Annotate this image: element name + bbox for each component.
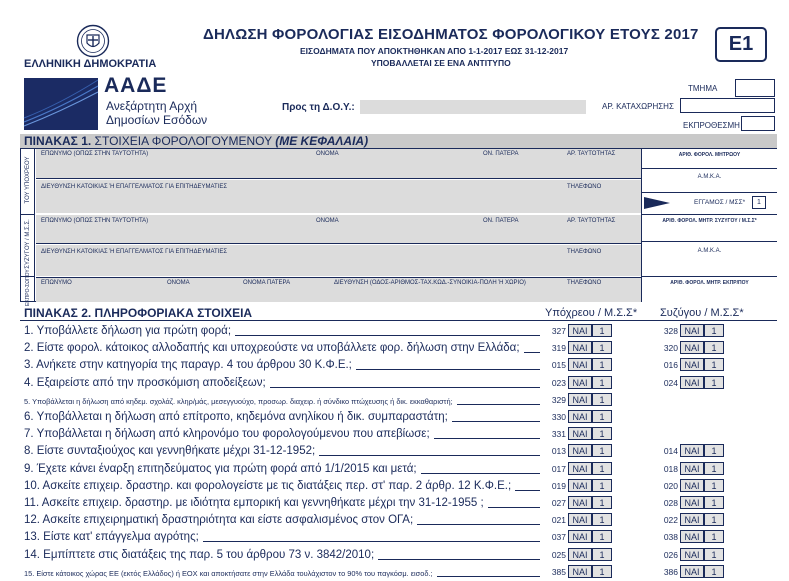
answer-line bbox=[524, 352, 540, 353]
count-box-syzygou[interactable]: 1 bbox=[704, 444, 724, 457]
field-code-upoxreou: 330 bbox=[551, 412, 566, 422]
count-box-upoxreou[interactable]: 1 bbox=[592, 530, 612, 543]
count-box-syzygou[interactable]: 1 bbox=[704, 496, 724, 509]
field-code-upoxreou: 013 bbox=[551, 446, 566, 456]
side-syzygou-label: ΣΥΖΥΓΟΥ / Μ.Σ.Σ. bbox=[25, 219, 31, 269]
lbl-eponymo-1: ΕΠΩΝΥΜΟ (ΟΠΩΣ ΣΤΗΝ ΤΑΥΤΟΤΗΤΑ) bbox=[41, 151, 149, 157]
question-text: 4. Εξαιρείστε από την προσκόμιση αποδείξεων; bbox=[24, 377, 266, 389]
field-code-syzygou: 014 bbox=[663, 446, 678, 456]
yes-checkbox-upoxreou[interactable]: ΝΑΙ bbox=[568, 496, 592, 509]
field-code-upoxreou: 327 bbox=[551, 326, 566, 336]
table1-title-bar bbox=[20, 134, 777, 148]
question-text: 2. Είστε φορολ. κάτοικος αλλοδαπής και υποχρεούστε να υποβάλλετε φορ. δήλωση στην Ελλάδα; bbox=[24, 342, 520, 354]
aade-name: ΑΑΔΕ bbox=[104, 74, 168, 97]
count-box-upoxreou[interactable]: 1 bbox=[592, 462, 612, 475]
answer-line bbox=[515, 490, 540, 491]
eggamos-cell bbox=[641, 193, 777, 214]
side-syzygou bbox=[21, 214, 35, 276]
count-box-syzygou[interactable]: 1 bbox=[704, 358, 724, 371]
field-code-upoxreou: 319 bbox=[551, 343, 566, 353]
lbl-tautotita-2: ΑΡ. ΤΑΥΤΟΤΗΤΑΣ bbox=[567, 218, 616, 224]
lbl-tilefono-3: ΤΗΛΕΦΩΝΟ bbox=[567, 280, 602, 286]
yes-checkbox-syzygou[interactable]: ΝΑΙ bbox=[680, 444, 704, 457]
question-row bbox=[0, 340, 789, 357]
count-box-syzygou[interactable]: 1 bbox=[704, 376, 724, 389]
count-box-upoxreou[interactable]: 1 bbox=[592, 427, 612, 440]
field-code-upoxreou: 037 bbox=[551, 532, 566, 542]
count-box-upoxreou[interactable]: 1 bbox=[592, 376, 612, 389]
question-text: 12. Ασκείτε επιχειρηματική δραστηριότητα και είστε ασφαλισμένος στον ΟΓΑ; bbox=[24, 514, 414, 526]
table2-title-rule bbox=[20, 320, 777, 321]
table1-title-italic: (ΜΕ ΚΕΦΑΛΑΙΑ) bbox=[275, 134, 369, 148]
question-row bbox=[0, 512, 789, 529]
answer-line bbox=[417, 524, 540, 525]
yes-checkbox-syzygou[interactable]: ΝΑΙ bbox=[680, 376, 704, 389]
question-text: 1. Υποβάλλετε δήλωση για πρώτη φορά; bbox=[24, 325, 232, 337]
answer-line bbox=[235, 335, 540, 336]
field-code-upoxreou: 021 bbox=[551, 515, 566, 525]
question-text: 6. Υποβάλλεται η δήλωση από επίτροπο, κηδεμόνα ανηλίκου ή δικ. συμπαραστάτη; bbox=[24, 411, 448, 423]
yes-checkbox-upoxreou[interactable]: ΝΑΙ bbox=[568, 393, 592, 406]
yes-checkbox-upoxreou[interactable]: ΝΑΙ bbox=[568, 410, 592, 423]
field-code-upoxreou: 019 bbox=[551, 481, 566, 491]
tmima-label: ΤΜΗΜΑ bbox=[688, 84, 718, 93]
doy-field[interactable] bbox=[360, 100, 586, 114]
field-code-syzygou: 038 bbox=[663, 532, 678, 542]
afm-ekprosopou-cell[interactable] bbox=[641, 276, 777, 302]
form-subtitle-copies: ΥΠΟΒΑΛΛΕΤΑΙ ΣΕ ΕΝΑ ΑΝΤΙΤΥΠΟ bbox=[371, 58, 511, 68]
answer-line bbox=[452, 421, 540, 422]
aade-line2: Δημοσίων Εσόδων bbox=[106, 113, 208, 127]
question-text: 5. Υποβάλλεται η δήλωση από κηδεμ. σχολάζ. κληρ/μάς, μεσεγγυούχο, προσωρ. διαχειρ. ή σύνδικο πτώχευσης ή δικ. εκκαθαριστή; bbox=[24, 397, 453, 406]
count-box-syzygou[interactable]: 1 bbox=[704, 513, 724, 526]
question-row bbox=[0, 409, 789, 426]
field-code-upoxreou: 027 bbox=[551, 498, 566, 508]
form-subtitle-period: ΕΙΣΟΔΗΜΑΤΑ ΠΟΥ ΑΠΟΚΤΗΘΗΚΑΝ ΑΠΟ 1-1-2017 ΕΩΣ 31-12-2017 bbox=[300, 46, 569, 56]
count-box-syzygou[interactable]: 1 bbox=[704, 479, 724, 492]
answer-line bbox=[356, 369, 540, 370]
lbl-on-pateras-2: ΟΝ. ΠΑΤΕΡΑ bbox=[483, 218, 519, 224]
field-code-upoxreou: 331 bbox=[551, 429, 566, 439]
side-ekprosopou bbox=[21, 269, 35, 306]
question-text: 9. Έχετε κάνει έναρξη επιτηδεύματος για πρώτη φορά από 1/1/2015 και μετά; bbox=[24, 463, 417, 475]
field-code-upoxreou: 023 bbox=[551, 378, 566, 388]
question-row bbox=[0, 443, 789, 460]
yes-checkbox-syzygou[interactable]: ΝΑΙ bbox=[680, 462, 704, 475]
afm-mitrwou-cell[interactable] bbox=[641, 149, 777, 169]
state-emblem bbox=[76, 24, 110, 58]
yes-checkbox-upoxreou[interactable]: ΝΑΙ bbox=[568, 427, 592, 440]
yes-checkbox-upoxreou[interactable]: ΝΑΙ bbox=[568, 462, 592, 475]
afm-ekprosopou-label: ΑΡΙΘ. ΦΟΡΟΛ. ΜΗΤΡ. ΕΚΠΡ/ΠΟΥ bbox=[670, 280, 749, 286]
yes-checkbox-syzygou[interactable]: ΝΑΙ bbox=[680, 530, 704, 543]
table1-grid bbox=[20, 148, 777, 306]
field-code-upoxreou: 025 bbox=[551, 550, 566, 560]
question-row bbox=[0, 495, 789, 512]
count-box-syzygou[interactable]: 1 bbox=[704, 462, 724, 475]
yes-checkbox-upoxreou[interactable]: ΝΑΙ bbox=[568, 444, 592, 457]
aade-line1: Ανεξάρτητη Αρχή bbox=[106, 99, 198, 113]
yes-checkbox-upoxreou[interactable]: ΝΑΙ bbox=[568, 358, 592, 371]
amka-label-2: Α.Μ.Κ.Α. bbox=[697, 248, 722, 254]
field-code-syzygou: 024 bbox=[663, 378, 678, 388]
field-code-syzygou: 026 bbox=[663, 550, 678, 560]
afm-syzygou-label: ΑΡΙΘ. ΦΟΡΟΛ. ΜΗΤΡ. ΣΥΖΥΓΟΥ / Μ.Σ.Σ* bbox=[662, 218, 757, 224]
yes-checkbox-upoxreou[interactable]: ΝΑΙ bbox=[568, 376, 592, 389]
ekprothesmi-label: ΕΚΠΡΟΘΕΣΜΗ bbox=[683, 121, 740, 130]
yes-checkbox-upoxreou[interactable]: ΝΑΙ bbox=[568, 341, 592, 354]
answer-line bbox=[437, 576, 540, 577]
field-code-syzygou: 018 bbox=[663, 464, 678, 474]
yes-checkbox-upoxreou[interactable]: ΝΑΙ bbox=[568, 513, 592, 526]
question-row bbox=[0, 375, 789, 392]
eggamos-box[interactable] bbox=[752, 196, 766, 209]
count-box-syzygou[interactable]: 1 bbox=[704, 565, 724, 578]
side-ekprosopou-label: ΕΚΠΡΟ-ΣΩΠΟΥ bbox=[25, 269, 31, 306]
table2-title-bar bbox=[20, 306, 540, 320]
count-box-upoxreou[interactable]: 1 bbox=[592, 444, 612, 457]
table1-title: ΣΤΟΙΧΕΙΑ ΦΟΡΟΛΟΓΟΥΜΕΝΟΥ bbox=[91, 134, 276, 148]
ekprothesmi-field[interactable] bbox=[741, 116, 775, 131]
lbl-eponymo-3: ΕΠΩΝΥΜΟ bbox=[41, 280, 72, 286]
question-text: 3. Ανήκετε στην κατηγορία της παραγρ. 4 του άρθρου 30 Κ.Φ.Ε.; bbox=[24, 359, 352, 371]
form-code: Ε1 bbox=[728, 33, 754, 55]
side-upoxreou-label: ΤΟΥ ΥΠΟΧΡΕΟΥ bbox=[25, 156, 31, 204]
question-text: 11. Ασκείτε επιχειρ. δραστηρ. με ιδιότητα εμπορική και γεννηθήκατε μέχρι την 31-12-1955 ; bbox=[24, 497, 484, 509]
question-row bbox=[0, 547, 789, 564]
count-box-upoxreou[interactable]: 1 bbox=[592, 410, 612, 423]
field-code-upoxreou: 329 bbox=[551, 395, 566, 405]
count-box-syzygou[interactable]: 1 bbox=[704, 324, 724, 337]
lbl-tautotita-1: ΑΡ. ΤΑΥΤΟΤΗΤΑΣ bbox=[567, 151, 616, 157]
count-box-syzygou[interactable]: 1 bbox=[704, 530, 724, 543]
amka-label-1: Α.Μ.Κ.Α. bbox=[697, 174, 722, 180]
yes-checkbox-syzygou[interactable]: ΝΑΙ bbox=[680, 341, 704, 354]
lbl-dieuthinsi-3: ΔΙΕΥΘΥΝΣΗ (ΟΔΟΣ-ΑΡΙΘΜΟΣ-ΤΑΧ.ΚΩΔ.-ΣΥΝΟΙΚΙΑ-ΠΟΛΗ Ή ΧΩΡΙΟ) bbox=[334, 280, 526, 286]
count-box-upoxreou[interactable]: 1 bbox=[592, 479, 612, 492]
lbl-on-pateras-1: ΟΝ. ΠΑΤΕΡΑ bbox=[483, 151, 519, 157]
count-box-upoxreou[interactable]: 1 bbox=[592, 496, 612, 509]
yes-checkbox-upoxreou[interactable]: ΝΑΙ bbox=[568, 324, 592, 337]
answer-line bbox=[457, 404, 540, 405]
question-row bbox=[0, 323, 789, 340]
tmima-field[interactable] bbox=[735, 79, 775, 97]
field-code-syzygou: 022 bbox=[663, 515, 678, 525]
question-row bbox=[0, 461, 789, 478]
lbl-tilefono-1: ΤΗΛΕΦΩΝΟ bbox=[567, 184, 602, 190]
eggamos-label: ΕΓΓΑΜΟΣ / ΜΣΣ* bbox=[694, 199, 746, 206]
field-code-upoxreou: 385 bbox=[551, 567, 566, 577]
lbl-dieuthinsi-2: ΔΙΕΥΘΥΝΣΗ ΚΑΤΟΙΚΙΑΣ Ή ΕΠΑΓΓΕΛΜΑΤΟΣ ΓΙΑ ΕΠΙΤΗΔΕΥΜΑΤΙΕΣ bbox=[41, 249, 228, 255]
answer-line bbox=[319, 455, 540, 456]
lbl-onoma-1: ΟΝΟΜΑ bbox=[316, 151, 339, 157]
answer-line bbox=[203, 541, 540, 542]
field-code-upoxreou: 017 bbox=[551, 464, 566, 474]
question-row bbox=[0, 564, 789, 581]
question-text: 7. Υποβάλλεται η δήλωση από κληρονόμο του φορολογούμενου που απεβίωσε; bbox=[24, 428, 430, 440]
question-row bbox=[0, 426, 789, 443]
question-text: 8. Είστε συνταξιούχος και γεννηθήκατε μέχρι 31-12-1952; bbox=[24, 445, 316, 457]
count-box-upoxreou[interactable]: 1 bbox=[592, 358, 612, 371]
count-box-upoxreou[interactable]: 1 bbox=[592, 513, 612, 526]
lbl-onoma-3: ΟΝΟΜΑ bbox=[167, 280, 190, 286]
lbl-eponymo-2: ΕΠΩΝΥΜΟ (ΟΠΩΣ ΣΤΗΝ ΤΑΥΤΟΤΗΤΑ) bbox=[41, 218, 149, 224]
ar-kataxorisis-label: ΑΡ. ΚΑΤΑΧΩΡΗΣΗΣ bbox=[602, 102, 674, 111]
amka-cell-1[interactable] bbox=[641, 169, 777, 193]
count-box-upoxreou[interactable]: 1 bbox=[592, 565, 612, 578]
yes-checkbox-syzygou[interactable]: ΝΑΙ bbox=[680, 496, 704, 509]
afm-mitrwou-label: ΑΡΙΘ. ΦΟΡΟΛ. ΜΗΤΡΩΟΥ bbox=[678, 152, 741, 158]
field-code-syzygou: 028 bbox=[663, 498, 678, 508]
table1-prefix: ΠΙΝΑΚΑΣ 1. bbox=[24, 134, 92, 148]
yes-checkbox-upoxreou[interactable]: ΝΑΙ bbox=[568, 565, 592, 578]
yes-checkbox-syzygou[interactable]: ΝΑΙ bbox=[680, 565, 704, 578]
lbl-tilefono-2: ΤΗΛΕΦΩΝΟ bbox=[567, 249, 602, 255]
answer-line bbox=[488, 507, 540, 508]
count-box-syzygou[interactable]: 1 bbox=[704, 548, 724, 561]
doy-label: Προς τη Δ.Ο.Υ.: bbox=[282, 102, 355, 113]
question-text: 10. Ασκείτε επιχειρ. δραστηρ. και φορολογείστε με τις διατάξεις περ. στ' παρ. 2 άρθρ. 12 Κ.Φ.Ε.; bbox=[24, 480, 512, 492]
afm-syzygou-cell[interactable] bbox=[641, 214, 777, 242]
count-box-upoxreou[interactable]: 1 bbox=[592, 324, 612, 337]
col-syzygou-header: Συζύγου / Μ.Σ.Σ* bbox=[660, 307, 744, 319]
lbl-onoma-2: ΟΝΟΜΑ bbox=[316, 218, 339, 224]
answer-line bbox=[421, 473, 540, 474]
field-code-syzygou: 020 bbox=[663, 481, 678, 491]
yes-checkbox-syzygou[interactable]: ΝΑΙ bbox=[680, 548, 704, 561]
question-row bbox=[0, 357, 789, 374]
form-title: ΔΗΛΩΣΗ ΦΟΡΟΛΟΓΙΑΣ ΕΙΣΟΔΗΜΑΤΟΣ ΦΟΡΟΛΟΓΙΚΟΥ ΕΤΟΥΣ 2017 bbox=[203, 26, 699, 43]
field-code-syzygou: 386 bbox=[663, 567, 678, 577]
ar-kataxorisis-field[interactable] bbox=[680, 98, 775, 113]
question-row bbox=[0, 478, 789, 495]
question-text: 14. Εμπίπτετε στις διατάξεις της παρ. 5 του άρθρου 73 ν. 3842/2010; bbox=[24, 549, 375, 561]
lbl-dieuthinsi-1: ΔΙΕΥΘΥΝΣΗ ΚΑΤΟΙΚΙΑΣ Ή ΕΠΑΓΓΕΛΜΑΤΟΣ ΓΙΑ ΕΠΙΤΗΔΕΥΜΑΤΙΕΣ bbox=[41, 184, 228, 190]
field-code-syzygou: 320 bbox=[663, 343, 678, 353]
field-code-syzygou: 016 bbox=[663, 360, 678, 370]
field-code-syzygou: 328 bbox=[663, 326, 678, 336]
yes-checkbox-upoxreou[interactable]: ΝΑΙ bbox=[568, 530, 592, 543]
question-row bbox=[0, 392, 789, 409]
yes-checkbox-upoxreou[interactable]: ΝΑΙ bbox=[568, 548, 592, 561]
lbl-onoma-pateras-3: ΟΝΟΜΑ ΠΑΤΕΡΑ bbox=[243, 280, 291, 286]
answer-line bbox=[270, 387, 540, 388]
count-box-upoxreou[interactable]: 1 bbox=[592, 393, 612, 406]
side-upoxreou bbox=[21, 149, 35, 214]
count-box-syzygou[interactable]: 1 bbox=[704, 341, 724, 354]
table2-prefix: ΠΙΝΑΚΑΣ 2. bbox=[24, 306, 92, 320]
form-code-box bbox=[715, 27, 767, 62]
question-text: 13. Είστε κατ' επάγγελμα αγρότης; bbox=[24, 531, 199, 543]
table2-title: ΠΛΗΡΟΦΟΡΙΑΚΑ ΣΤΟΙΧΕΙΑ bbox=[91, 306, 253, 320]
yes-checkbox-syzygou[interactable]: ΝΑΙ bbox=[680, 479, 704, 492]
count-box-upoxreou[interactable]: 1 bbox=[592, 548, 612, 561]
amka-cell-2[interactable] bbox=[641, 242, 777, 276]
yes-checkbox-syzygou[interactable]: ΝΑΙ bbox=[680, 324, 704, 337]
republic-label: ΕΛΛΗΝΙΚΗ ΔΗΜΟΚΡΑΤΙΑ bbox=[24, 58, 157, 70]
arrow-right-icon bbox=[644, 195, 676, 211]
count-box-upoxreou[interactable]: 1 bbox=[592, 341, 612, 354]
answer-line bbox=[434, 438, 540, 439]
yes-checkbox-upoxreou[interactable]: ΝΑΙ bbox=[568, 479, 592, 492]
answer-line bbox=[378, 559, 540, 560]
col-upoxreou-header: Υπόχρεου / Μ.Σ.Σ* bbox=[545, 307, 638, 319]
eggamos-value: 1 bbox=[757, 199, 761, 206]
question-row bbox=[0, 529, 789, 546]
aade-logo bbox=[24, 78, 98, 130]
yes-checkbox-syzygou[interactable]: ΝΑΙ bbox=[680, 358, 704, 371]
field-code-upoxreou: 015 bbox=[551, 360, 566, 370]
yes-checkbox-syzygou[interactable]: ΝΑΙ bbox=[680, 513, 704, 526]
question-text: 15. Είστε κάτοικος χώρας ΕΕ (εκτός Ελλάδος) ή ΕΟΧ και αποκτήσατε στην Ελλάδα τουλάχιστον το 90% του παγκόσμ. εισοδ.; bbox=[24, 569, 433, 578]
